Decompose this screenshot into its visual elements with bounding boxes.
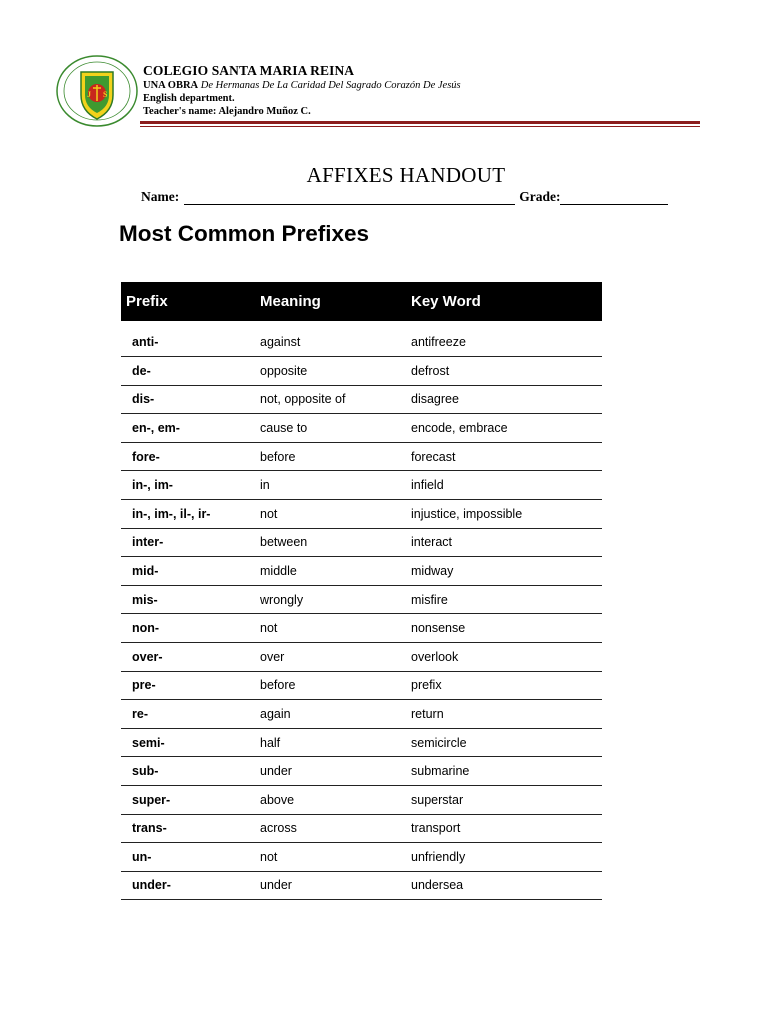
letterhead-rule-thick <box>140 121 700 124</box>
cell-meaning: again <box>260 706 291 721</box>
cell-prefix: pre- <box>132 678 156 693</box>
cell-key-word: injustice, impossible <box>411 506 523 521</box>
svg-text:S: S <box>103 90 108 99</box>
cell-key-word: transport <box>411 821 461 836</box>
cell-meaning: over <box>260 649 285 664</box>
grade-blank-line <box>560 190 668 205</box>
cell-key-word: disagree <box>411 392 459 407</box>
cell-key-word: semicircle <box>411 735 467 750</box>
cell-prefix: un- <box>132 849 152 864</box>
cell-meaning: under <box>260 764 292 779</box>
table-row <box>121 500 602 529</box>
cell-key-word: defrost <box>411 363 450 378</box>
handout-title: AFFIXES HANDOUT <box>306 163 506 187</box>
school-name: COLEGIO SANTA MARIA REINA <box>143 63 355 78</box>
cell-prefix: anti- <box>132 334 159 349</box>
table-body <box>121 321 602 900</box>
cell-key-word: interact <box>411 535 452 550</box>
cell-prefix: fore- <box>132 449 160 464</box>
cell-prefix: inter- <box>132 535 164 550</box>
cell-meaning: not <box>260 506 278 521</box>
cell-prefix: super- <box>132 792 171 807</box>
table-row <box>121 815 602 844</box>
header-key-word: Key Word <box>411 293 481 310</box>
cell-key-word: undersea <box>411 878 464 893</box>
obra-text: De Hermanas De La Caridad Del Sagrado Corazón De Jesús <box>200 80 461 91</box>
table-row <box>121 643 602 672</box>
table-row <box>121 386 602 415</box>
table-row <box>121 529 602 558</box>
letterhead-rule-thin <box>140 126 700 127</box>
cell-meaning: above <box>260 792 295 807</box>
cell-meaning: in <box>260 478 270 493</box>
grade-label: Grade: <box>519 189 561 204</box>
cell-prefix: in-, im-, il-, ir- <box>132 506 211 521</box>
cell-prefix: over- <box>132 649 163 664</box>
cell-meaning: before <box>260 678 296 693</box>
cell-prefix: en-, em- <box>132 420 180 435</box>
cell-key-word: overlook <box>411 649 459 664</box>
cell-meaning: not, opposite of <box>260 392 346 407</box>
cell-meaning: across <box>260 821 297 836</box>
cell-prefix: re- <box>132 706 148 721</box>
table-row <box>121 557 602 586</box>
cell-meaning: between <box>260 535 308 550</box>
table-row <box>121 443 602 472</box>
school-crest-logo <box>56 55 138 127</box>
cell-meaning: against <box>260 334 301 349</box>
table-row <box>121 700 602 729</box>
header-prefix: Prefix <box>126 293 168 310</box>
table-row <box>121 843 602 872</box>
table-row <box>121 872 602 901</box>
cell-meaning: middle <box>260 563 297 578</box>
name-label: Name: <box>141 189 180 204</box>
cell-key-word: forecast <box>411 449 456 464</box>
cell-meaning: cause to <box>260 420 308 435</box>
cell-key-word: submarine <box>411 764 470 779</box>
table-row <box>121 729 602 758</box>
cell-key-word: superstar <box>411 792 464 807</box>
cell-key-word: midway <box>411 563 454 578</box>
cell-prefix: dis- <box>132 392 155 407</box>
table-row <box>121 586 602 615</box>
cell-meaning: before <box>260 449 296 464</box>
table-row <box>121 414 602 443</box>
cell-meaning: not <box>260 621 278 636</box>
cell-prefix: in-, im- <box>132 478 173 493</box>
table-row <box>121 672 602 701</box>
cell-key-word: antifreeze <box>411 334 466 349</box>
table-row <box>121 357 602 386</box>
obra-label: UNA OBRA <box>143 80 199 91</box>
cell-meaning: half <box>260 735 281 750</box>
cell-prefix: under- <box>132 878 171 893</box>
cell-key-word: return <box>411 706 444 721</box>
cell-prefix: mis- <box>132 592 158 607</box>
letterhead-text <box>143 62 461 118</box>
table-row <box>121 786 602 815</box>
cell-key-word: prefix <box>411 678 442 693</box>
table-row <box>121 614 602 643</box>
table-row <box>121 321 602 357</box>
table-row <box>121 471 602 500</box>
cell-prefix: mid- <box>132 563 159 578</box>
department-line: English department. <box>143 93 235 104</box>
table-row <box>121 757 602 786</box>
cell-key-word: encode, embrace <box>411 420 508 435</box>
cell-key-word: nonsense <box>411 621 466 636</box>
cell-prefix: semi- <box>132 735 165 750</box>
cell-key-word: unfriendly <box>411 849 466 864</box>
cell-prefix: de- <box>132 363 151 378</box>
school-affiliation <box>143 79 461 92</box>
cell-meaning: opposite <box>260 363 308 378</box>
cell-prefix: sub- <box>132 764 159 779</box>
cell-prefix: trans- <box>132 821 167 836</box>
cell-key-word: infield <box>411 478 444 493</box>
cell-meaning: under <box>260 878 292 893</box>
section-title: Most Common Prefixes <box>119 221 370 246</box>
cell-meaning: wrongly <box>260 592 304 607</box>
table-header <box>121 282 602 321</box>
teacher-name-line: Teacher's name: Alejandro Muñoz C. <box>143 106 311 117</box>
cell-key-word: misfire <box>411 592 448 607</box>
cell-prefix: non- <box>132 621 160 636</box>
prefix-table <box>121 282 602 900</box>
svg-text:J: J <box>87 90 91 99</box>
name-blank-line <box>184 190 515 205</box>
name-grade-row <box>141 189 668 205</box>
header-meaning: Meaning <box>260 293 321 310</box>
cell-meaning: not <box>260 849 278 864</box>
